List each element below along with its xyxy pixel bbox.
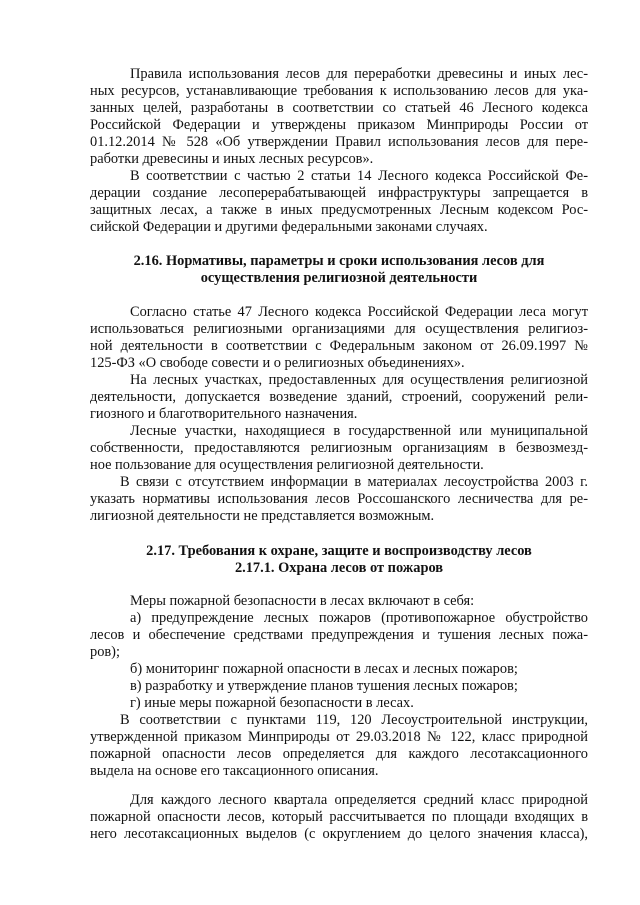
para2-line-3: защитных лесах, а также в иных предусмотренных Лесным кодексом Рос- — [90, 202, 588, 218]
list-item-a-line-2: лесов и обеспечение средствами предупреждения и тушения лесных пожа- — [90, 627, 588, 643]
para3-line-4: 125-ФЗ «О свободе совести и о религиозных объединениях». — [90, 355, 465, 371]
para5-line-1: Лесные участки, находящиеся в государственной или муниципальной — [130, 423, 588, 439]
section-heading-2-17: 2.17. Требования к охране, защите и воспроизводству лесов — [146, 543, 532, 559]
para4-line-1: На лесных участках, предоставленных для осуществления религиозной — [130, 372, 588, 388]
section-heading-2-16-line-2: осуществления религиозной деятельности — [200, 270, 478, 286]
para1-line-4: Российской Федерации и утверждены приказом Минприроды России от — [90, 117, 588, 133]
list-item-a-line-3: ров); — [90, 644, 120, 660]
para4-line-3: гиозного и благотворительного назначения. — [90, 406, 358, 422]
list-item-v: в) разработку и утверждение планов тушения лесных пожаров; — [130, 678, 518, 694]
para6-line-1: В связи с отсутствием информации в материалах лесоустройства 2003 г. — [120, 474, 588, 490]
list-item-g: г) иные меры пожарной безопасности в лесах. — [130, 695, 414, 711]
para1-line-1: Правила использования лесов для переработки древесины и иных лес- — [130, 66, 588, 82]
para6-line-3: лигиозной деятельности не представляется возможным. — [90, 508, 435, 524]
section-heading-2-16-line-1: 2.16. Нормативы, параметры и сроки использования лесов для — [133, 253, 545, 269]
para8-line-4: выдела на основе его таксационного описания. — [90, 763, 379, 779]
list-item-b: б) мониторинг пожарной опасности в лесах и лесных пожаров; — [130, 661, 518, 677]
fire-safety-intro: Меры пожарной безопасности в лесах включают в себя: — [130, 593, 475, 609]
para9-line-3: него лесотаксационных выделов (с округлением до целого значения класса), — [90, 826, 588, 842]
para8-line-3: пожарной опасности лесов определяется для каждого лесотаксационного — [90, 746, 588, 762]
para1-line-3: занных целей, разработаны в соответствии со статьей 46 Лесного кодекса — [90, 100, 588, 116]
para9-line-1: Для каждого лесного квартала определяется средний класс природной — [130, 792, 588, 808]
para2-line-4: сийской Федерации и другими федеральными законами случаях. — [90, 219, 488, 235]
para3-line-3: ной деятельности в соответствии с Федеральным законом от 26.09.1997 № — [90, 338, 588, 354]
para6-line-2: указать нормативы использования лесов Россошанского лесничества для ре- — [90, 491, 588, 507]
para2-line-1: В соответствии с частью 2 статьи 14 Лесного кодекса Российской Фе- — [130, 168, 588, 184]
para5-line-3: ное пользование для осуществления религиозной деятельности. — [90, 457, 484, 473]
para5-line-2: собственности, предоставляются религиозным организациям в безвозмезд- — [90, 440, 588, 456]
para1-line-2: ных ресурсов, устанавливающие требования к использованию лесов для ука- — [90, 83, 588, 99]
list-item-a-line-1: а) предупреждение лесных пожаров (противопожарное обустройство — [130, 610, 588, 626]
para3-line-1: Согласно статье 47 Лесного кодекса Российской Федерации леса могут — [130, 304, 588, 320]
para1-line-5: 01.12.2014 № 528 «Об утверждении Правил использования лесов для пере- — [90, 134, 588, 150]
para1-line-6: работки древесины и иных лесных ресурсов». — [90, 151, 374, 167]
para3-line-2: использоваться религиозными организациями для осуществления религиоз- — [90, 321, 588, 337]
para4-line-2: деятельности, допускается возведение зданий, строений, сооружений рели- — [90, 389, 588, 405]
para8-line-2: утвержденной приказом Минприроды от 29.03.2018 № 122, класс природной — [90, 729, 588, 745]
para9-line-2: пожарной опасности лесов, который рассчитывается по площади входящих в — [90, 809, 588, 825]
subsection-heading-2-17-1: 2.17.1. Охрана лесов от пожаров — [234, 560, 444, 576]
para2-line-2: дерации создание лесоперерабатывающей инфраструктуры запрещается в — [90, 185, 588, 201]
para8-line-1: В соответствии с пунктами 119, 120 Лесоустроительной инструкции, — [120, 712, 588, 728]
